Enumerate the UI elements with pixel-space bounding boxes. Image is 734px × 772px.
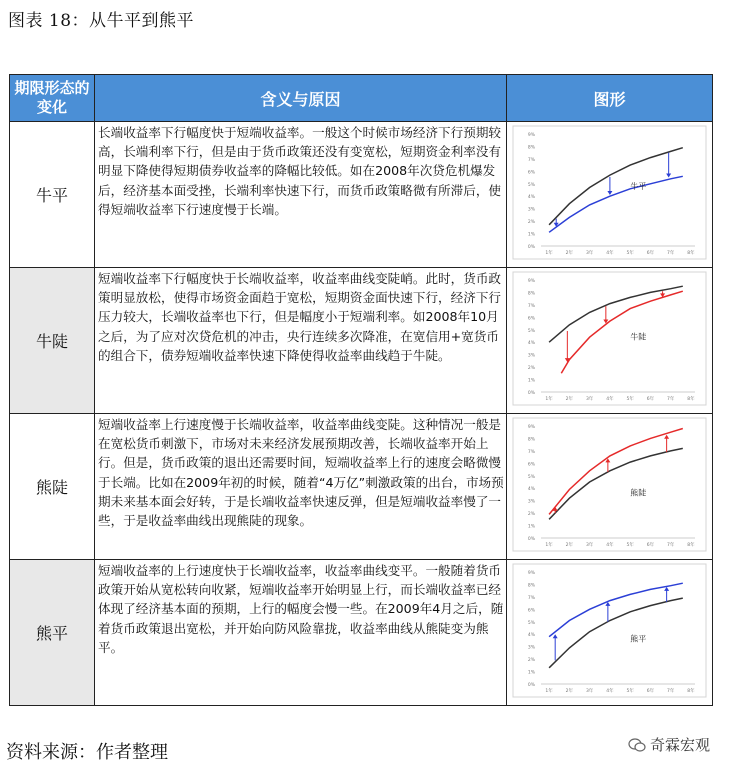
y-tick-label: 5% bbox=[527, 620, 535, 626]
header-chart: 图形 bbox=[507, 75, 713, 122]
row-text: 短端收益率下行幅度快于长端收益率，收益率曲线变陡峭。此时，货币政策明显放松，使得市场资金面趋于宽松，短期资金面快速下行，经济下行压力较大，长端收益率也下行，但是幅度小于短端利率。如2008年10月之后，为了应对次贷危机的冲击，央行连续多次降准，在宽信用+宽货币的组合下，债券短端收益率快速下降使得收益率曲线趋于牛陡。 bbox=[95, 268, 507, 414]
y-tick-label: 4% bbox=[527, 341, 535, 347]
x-tick-label: 5年 bbox=[626, 251, 634, 256]
y-tick-label: 5% bbox=[527, 328, 535, 334]
x-tick-label: 4年 bbox=[606, 543, 614, 548]
y-tick-label: 5% bbox=[527, 474, 535, 480]
y-tick-label: 0% bbox=[527, 537, 535, 542]
wechat-icon bbox=[628, 738, 646, 752]
x-tick-label: 4年 bbox=[606, 251, 614, 256]
table-row bbox=[10, 560, 713, 706]
row-text: 短端收益率上行速度慢于长端收益率，收益率曲线变陡。这种情况一般是在宽松货币刺激下，市场对未来经济发展预期改善，长端收益率开始上行。但是，货币政策的退出还需要时间，短端收益率上行的速度会略微慢于长端。比如在2009年初的时候，随着“4万亿”刺激政策的出台，市场预期未来基本面会好转，于是长端收益率快速反弹，但是短端收益率慢了一些，于是收益率曲线出现熊陡的现象。 bbox=[95, 414, 507, 560]
x-tick-label: 1年 bbox=[545, 251, 553, 256]
x-tick-label: 3年 bbox=[585, 543, 594, 548]
y-tick-label: 0% bbox=[527, 245, 535, 250]
y-tick-label: 8% bbox=[527, 291, 535, 297]
chart-frame bbox=[513, 272, 706, 405]
y-tick-label: 0% bbox=[527, 391, 535, 396]
y-tick-label: 7% bbox=[527, 449, 535, 455]
source-note: 资料来源：作者整理 bbox=[6, 742, 168, 763]
figure-title: 图表 18：从牛平到熊平 bbox=[8, 11, 195, 31]
x-tick-label: 8年 bbox=[687, 397, 695, 402]
x-tick-label: 4年 bbox=[606, 689, 614, 694]
x-tick-label: 7年 bbox=[666, 543, 675, 548]
x-tick-label: 6年 bbox=[646, 397, 655, 402]
y-tick-label: 3% bbox=[527, 499, 535, 505]
x-tick-label: 6年 bbox=[646, 689, 655, 694]
x-tick-label: 2年 bbox=[565, 251, 574, 256]
x-tick-label: 8年 bbox=[687, 543, 695, 548]
y-tick-label: 8% bbox=[527, 437, 535, 443]
x-tick-label: 7年 bbox=[666, 689, 675, 694]
y-tick-label: 6% bbox=[527, 316, 535, 322]
y-tick-label: 3% bbox=[527, 645, 535, 651]
y-tick-label: 7% bbox=[527, 303, 535, 309]
row-label: 熊平 bbox=[10, 560, 95, 706]
row-chart bbox=[507, 560, 713, 706]
y-tick-label: 6% bbox=[527, 608, 535, 614]
yield-curve-table bbox=[9, 74, 713, 706]
y-tick-label: 7% bbox=[527, 595, 535, 601]
y-tick-label: 2% bbox=[527, 512, 535, 518]
y-tick-label: 2% bbox=[527, 220, 535, 226]
y-tick-label: 8% bbox=[527, 145, 535, 151]
y-tick-label: 2% bbox=[527, 658, 535, 664]
chart-label: 熊陡 bbox=[630, 488, 647, 498]
chart-label: 牛陡 bbox=[630, 332, 647, 342]
y-tick-label: 3% bbox=[527, 353, 535, 359]
x-tick-label: 1年 bbox=[545, 543, 553, 548]
y-tick-label: 7% bbox=[527, 157, 535, 163]
bull-flattening-chart bbox=[507, 122, 712, 263]
row-label: 牛陡 bbox=[10, 268, 95, 414]
x-tick-label: 6年 bbox=[646, 543, 655, 548]
x-tick-label: 1年 bbox=[545, 689, 553, 694]
x-tick-label: 6年 bbox=[646, 251, 655, 256]
y-tick-label: 4% bbox=[527, 195, 535, 201]
bear-steepening-chart bbox=[507, 414, 712, 555]
row-label: 熊陡 bbox=[10, 414, 95, 560]
bull-steepening-chart bbox=[507, 268, 712, 409]
x-tick-label: 5年 bbox=[626, 543, 634, 548]
row-chart bbox=[507, 122, 713, 268]
y-tick-label: 0% bbox=[527, 683, 535, 688]
watermark bbox=[628, 734, 710, 755]
table-row bbox=[10, 414, 713, 560]
y-tick-label: 9% bbox=[527, 571, 535, 576]
y-tick-label: 9% bbox=[527, 279, 535, 284]
y-tick-label: 9% bbox=[527, 133, 535, 138]
table-row bbox=[10, 268, 713, 414]
y-tick-label: 8% bbox=[527, 583, 535, 589]
y-tick-label: 1% bbox=[527, 378, 535, 384]
bear-flattening-chart bbox=[507, 560, 712, 701]
y-tick-label: 1% bbox=[527, 524, 535, 530]
y-tick-label: 6% bbox=[527, 170, 535, 176]
header-meaning: 含义与原因 bbox=[95, 75, 507, 122]
row-text: 长端收益率下行幅度快于短端收益率。一般这个时候市场经济下行预期较高，长端利率下行，但是由于货币政策还没有变宽松，短期资金利率没有明显下降使得短期债券收益率的降幅比较低。如在2008年次贷危机爆发后，经济基本面受挫，长端利率快速下行，而货币政策略微有所滞后，使得短端收益率下行速度慢于长端。 bbox=[95, 122, 507, 268]
row-chart bbox=[507, 268, 713, 414]
row-text: 短端收益率的上行速度快于长端收益率，收益率曲线变平。一般随着货币政策开始从宽松转向收紧，短端收益率开始明显上行，而长端收益率已经体现了经济基本面的预期，上行的幅度会慢一些。在2009年4月之后，随着货币政策退出宽松，并开始向防风险靠拢，收益率曲线从熊陡变为熊平。 bbox=[95, 560, 507, 706]
y-tick-label: 2% bbox=[527, 366, 535, 372]
x-tick-label: 2年 bbox=[565, 689, 574, 694]
y-tick-label: 3% bbox=[527, 207, 535, 213]
x-tick-label: 3年 bbox=[585, 689, 594, 694]
y-tick-label: 1% bbox=[527, 670, 535, 676]
x-tick-label: 4年 bbox=[606, 397, 614, 402]
y-tick-label: 6% bbox=[527, 462, 535, 468]
header-shape-change: 期限形态的变化 bbox=[10, 75, 95, 122]
chart-frame bbox=[513, 418, 706, 551]
row-chart bbox=[507, 414, 713, 560]
x-tick-label: 5年 bbox=[626, 397, 634, 402]
chart-label: 牛平 bbox=[630, 181, 647, 191]
y-tick-label: 4% bbox=[527, 633, 535, 639]
y-tick-label: 1% bbox=[527, 232, 535, 238]
y-tick-label: 4% bbox=[527, 487, 535, 493]
x-tick-label: 3年 bbox=[585, 251, 594, 256]
chart-label: 熊平 bbox=[630, 634, 647, 644]
y-tick-label: 9% bbox=[527, 425, 535, 430]
watermark-text: 奇霖宏观 bbox=[649, 736, 710, 754]
y-tick-label: 5% bbox=[527, 182, 535, 188]
x-tick-label: 3年 bbox=[585, 397, 594, 402]
table-row bbox=[10, 122, 713, 268]
x-tick-label: 8年 bbox=[687, 689, 695, 694]
x-tick-label: 7年 bbox=[666, 251, 675, 256]
x-tick-label: 8年 bbox=[687, 251, 695, 256]
x-tick-label: 7年 bbox=[666, 397, 675, 402]
header-row bbox=[10, 75, 713, 122]
x-tick-label: 2年 bbox=[565, 397, 574, 402]
x-tick-label: 2年 bbox=[565, 543, 574, 548]
x-tick-label: 5年 bbox=[626, 689, 634, 694]
row-label: 牛平 bbox=[10, 122, 95, 268]
x-tick-label: 1年 bbox=[545, 397, 553, 402]
